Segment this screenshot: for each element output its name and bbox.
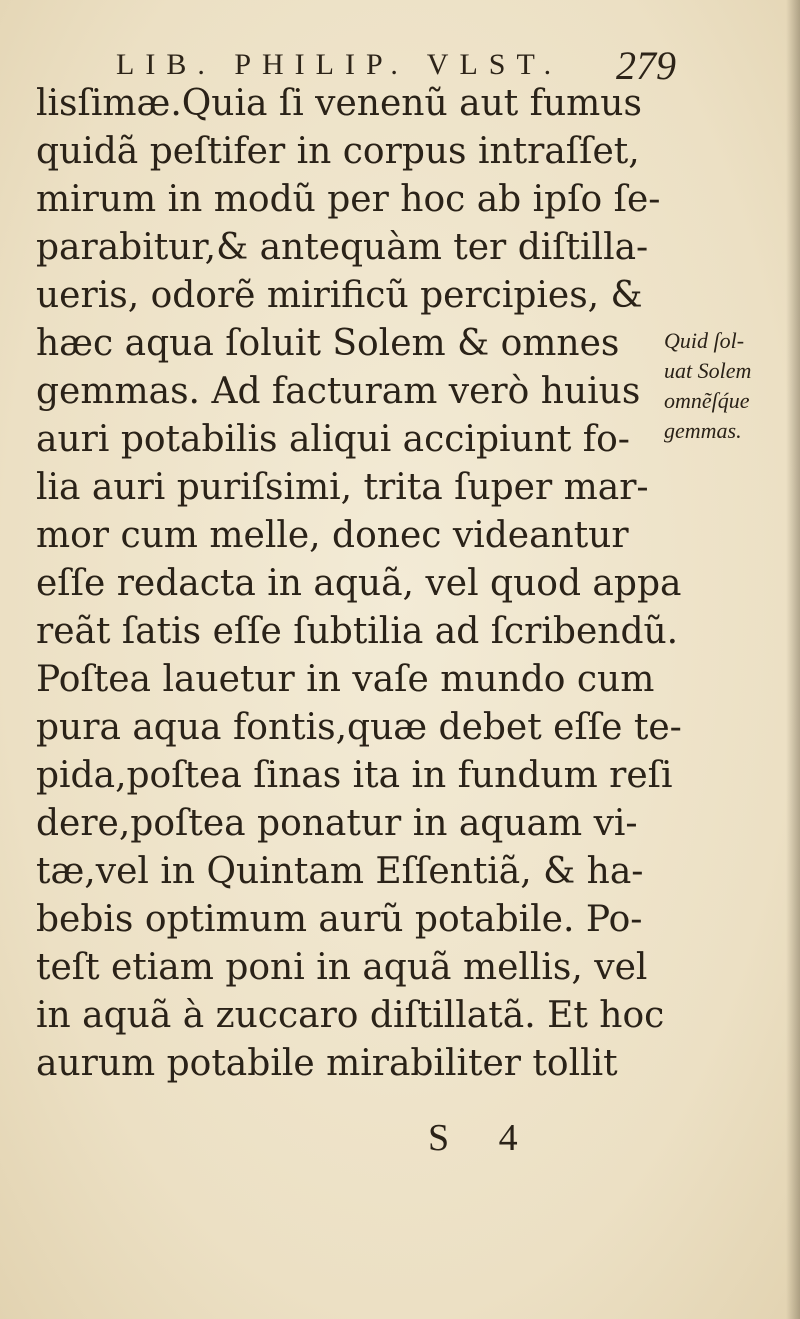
running-title: LIB. PHILIP. VLST.: [116, 48, 563, 81]
text-line: hæc aqua ſoluit Solem & omnes: [36, 323, 620, 364]
main-text: [36, 80, 682, 1088]
text-line: Poſtea lauetur in vaſe mundo cum: [36, 659, 655, 700]
marginal-note: [664, 326, 796, 446]
text-line: aurum potabile mirabiliter tollit: [36, 1043, 618, 1084]
marginal-note-line: omnẽſq́ue: [664, 388, 750, 413]
text-line: quidã peſtifer in corpus intraſſet,: [36, 131, 640, 172]
text-line: mirum in modũ per hoc ab ipſo ſe-: [36, 179, 661, 220]
text-line: tæ,vel in Quintam Eſſentiã, & ha-: [36, 851, 644, 892]
marginal-note-line: gemmas.: [664, 418, 742, 443]
text-line: pura aqua fontis,quæ debet eſſe te-: [36, 707, 682, 748]
text-line: ueris, odorẽ mirificũ percipies, &: [36, 275, 643, 316]
text-line: parabitur,& antequàm ter diſtilla-: [36, 227, 649, 268]
page-number: 279: [616, 43, 676, 88]
text-line: pida,poſtea ſinas ita in fundum reſi: [36, 755, 673, 796]
page-edge-shadow: [786, 0, 800, 1319]
marginal-note-line: Quid ſol-: [664, 328, 745, 353]
text-line: gemmas. Ad facturam verò huius: [36, 371, 641, 412]
text-line: reãt ſatis eſſe ſubtilia ad ſcribendũ.: [36, 611, 679, 652]
text-line: auri potabilis aliqui accipiunt fo-: [36, 419, 630, 460]
text-line: bebis optimum aurũ potabile. Po-: [36, 899, 643, 940]
text-line: teſt etiam poni in aquã mellis, vel: [36, 947, 648, 988]
text-line: lisſimæ.Quia ſi venenũ aut fumus: [36, 83, 642, 124]
marginal-note-line: uat Solem: [664, 358, 752, 383]
text-line: lia auri puriſsimi, trita ſuper mar-: [36, 467, 649, 508]
signature-mark: S 4: [428, 1117, 538, 1159]
text-line: mor cum melle, donec videantur: [36, 515, 629, 556]
text-line: in aquã à zuccaro diſtillatã. Et hoc: [36, 995, 665, 1036]
text-line: dere,poſtea ponatur in aquam vi-: [36, 803, 638, 844]
text-line: eſſe redacta in aquã, vel quod appa: [36, 563, 682, 604]
